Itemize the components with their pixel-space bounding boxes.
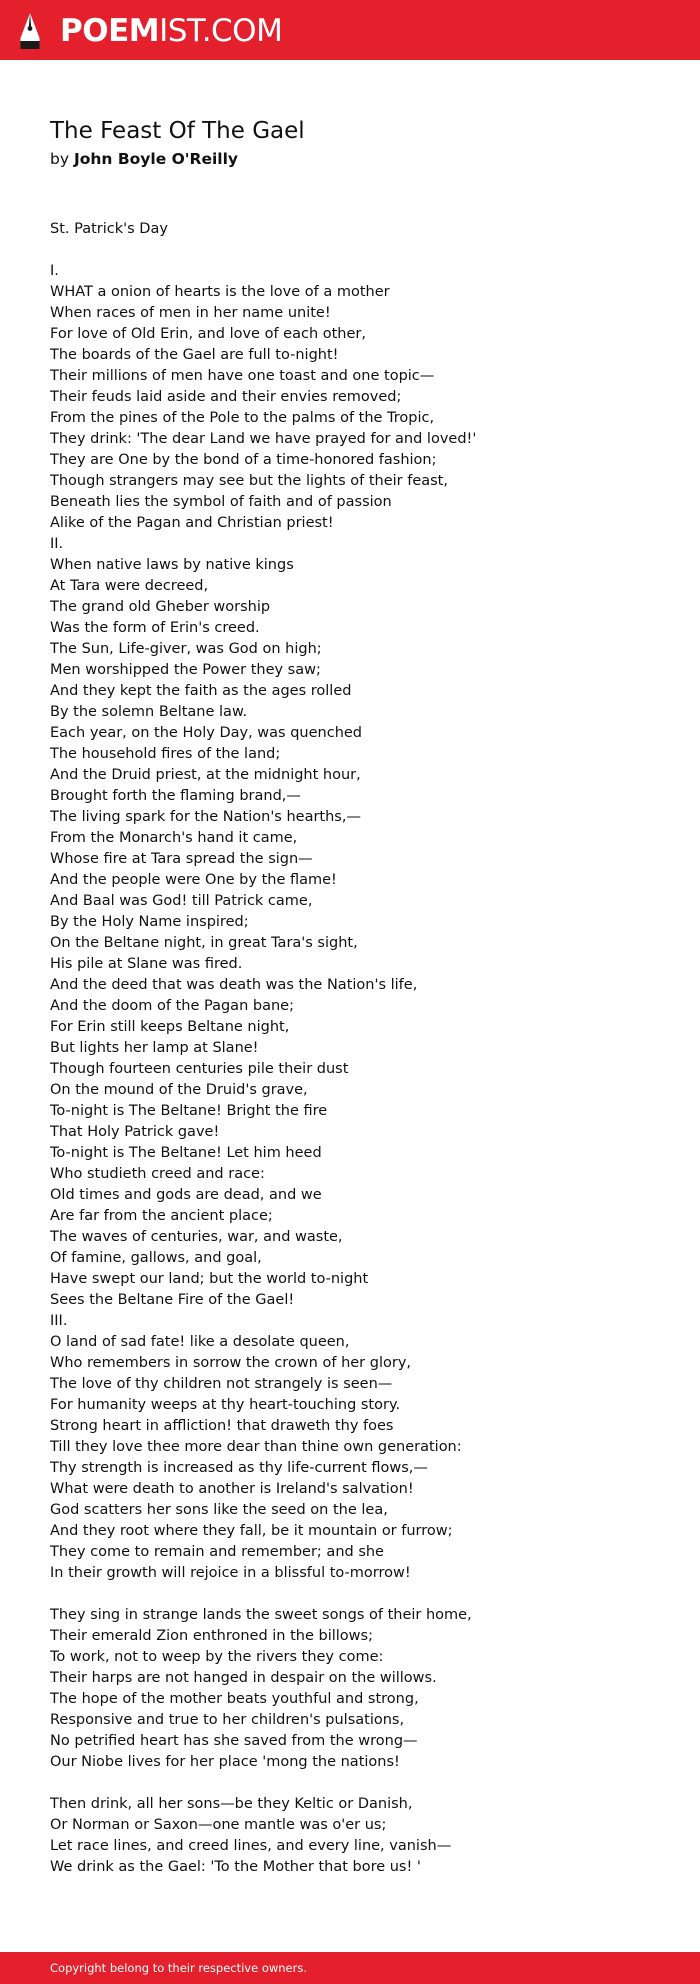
- poem-line: They are One by the bond of a time-honored fashion;: [50, 452, 437, 468]
- poem-title: The Feast Of The Gael: [50, 118, 305, 144]
- poem-line: St. Patrick's Day: [50, 221, 168, 237]
- poem-line: Though strangers may see but the lights of their feast,: [50, 473, 448, 489]
- poem-line: I.: [50, 263, 59, 279]
- copyright-text: Copyright belong to their respective owners.: [50, 1961, 308, 1975]
- by-label: by: [50, 150, 70, 168]
- poem-line: The waves of centuries, war, and waste,: [50, 1229, 343, 1245]
- poem-line: And they root where they fall, be it mountain or furrow;: [50, 1523, 453, 1539]
- poem-line: Brought forth the flaming brand,—: [50, 788, 301, 804]
- site-logo-text: [60, 11, 282, 51]
- poem-line: Then drink, all her sons—be they Keltic or Danish,: [50, 1796, 413, 1812]
- poem-line: They sing in strange lands the sweet songs of their home,: [50, 1607, 472, 1623]
- poem-line: Till they love thee more dear than thine own generation:: [50, 1439, 462, 1455]
- poem-line: They come to remain and remember; and she: [50, 1544, 384, 1560]
- poem-line: When native laws by native kings: [50, 557, 294, 573]
- poem-line: Old times and gods are dead, and we: [50, 1187, 322, 1203]
- poem-line: In their growth will rejoice in a blissful to-morrow!: [50, 1565, 411, 1581]
- poem-line: And the doom of the Pagan bane;: [50, 998, 294, 1014]
- poem-line: And Baal was God! till Patrick came,: [50, 893, 313, 909]
- poem-line: For Erin still keeps Beltane night,: [50, 1019, 290, 1035]
- poem-line: On the mound of the Druid's grave,: [50, 1082, 308, 1098]
- poem-line: God scatters her sons like the seed on the lea,: [50, 1502, 388, 1518]
- poem-line: That Holy Patrick gave!: [50, 1124, 220, 1140]
- poem-line: Their millions of men have one toast and one topic—: [50, 368, 435, 384]
- poem-line: His pile at Slane was fired.: [50, 956, 243, 972]
- poem-line: II.: [50, 536, 64, 552]
- poem-line: At Tara were decreed,: [50, 578, 209, 594]
- poem-line: For love of Old Erin, and love of each other,: [50, 326, 366, 342]
- poem-line: To-night is The Beltane! Bright the fire: [50, 1103, 328, 1119]
- poem-line: The Sun, Life-giver, was God on high;: [50, 641, 322, 657]
- poem-line: And the deed that was death was the Nation's life,: [50, 977, 418, 993]
- poem-line: By the Holy Name inspired;: [50, 914, 249, 930]
- poem-line: What were death to another is Ireland's salvation!: [50, 1481, 414, 1497]
- poem-line: From the pines of the Pole to the palms of the Tropic,: [50, 410, 435, 426]
- poem-line: Their emerald Zion enthroned in the billows;: [50, 1628, 373, 1644]
- poem-line: The living spark for the Nation's hearths,—: [50, 809, 361, 825]
- poem-line: Responsive and true to her children's pulsations,: [50, 1712, 405, 1728]
- poem-line: Was the form of Erin's creed.: [50, 620, 260, 636]
- poem-line: They drink: 'The dear Land we have prayed for and loved!': [50, 431, 477, 447]
- poem-line: To work, not to weep by the rivers they come:: [50, 1649, 384, 1665]
- site-logo-link[interactable]: [18, 11, 282, 51]
- poem-line: Who studieth creed and race:: [50, 1166, 265, 1182]
- poem-line: Let race lines, and creed lines, and every line, vanish—: [50, 1838, 452, 1854]
- poem-body: [50, 219, 670, 1878]
- poem-line: And they kept the faith as the ages rolled: [50, 683, 352, 699]
- byline: [50, 148, 650, 170]
- poem-line: Or Norman or Saxon—one mantle was o'er us;: [50, 1817, 387, 1833]
- stanza-break: [50, 1773, 670, 1794]
- site-header: [0, 0, 700, 60]
- poem-line: When races of men in her name unite!: [50, 305, 331, 321]
- poem-line: Of famine, gallows, and goal,: [50, 1250, 262, 1266]
- poem-line: Are far from the ancient place;: [50, 1208, 273, 1224]
- poem-line: But lights her lamp at Slane!: [50, 1040, 259, 1056]
- site-footer: [0, 1952, 700, 1984]
- poem-line: Men worshipped the Power they saw;: [50, 662, 321, 678]
- poem-line: The love of thy children not strangely is seen—: [50, 1376, 393, 1392]
- poem-line: Who remembers in sorrow the crown of her glory,: [50, 1355, 412, 1371]
- poem-line: III.: [50, 1313, 68, 1329]
- poem-line: The boards of the Gael are full to-night!: [50, 347, 339, 363]
- poem-line: WHAT a onion of hearts is the love of a mother: [50, 284, 390, 300]
- poem-line: Have swept our land; but the world to-night: [50, 1271, 369, 1287]
- poem-line: Alike of the Pagan and Christian priest!: [50, 515, 334, 531]
- poem-line: No petrified heart has she saved from the wrong—: [50, 1733, 418, 1749]
- poem-line: The grand old Gheber worship: [50, 599, 271, 615]
- poem-line: By the solemn Beltane law.: [50, 704, 248, 720]
- poem-line: For humanity weeps at thy heart-touching story.: [50, 1397, 401, 1413]
- logo-bold-text: POEM: [60, 13, 160, 49]
- poem-line: Thy strength is increased as thy life-current flows,—: [50, 1460, 428, 1476]
- poem-line: Beneath lies the symbol of faith and of passion: [50, 494, 392, 510]
- poem-line: Though fourteen centuries pile their dust: [50, 1061, 349, 1077]
- poem-line: Strong heart in affliction! that draweth thy foes: [50, 1418, 394, 1434]
- poem-line: Sees the Beltane Fire of the Gael!: [50, 1292, 295, 1308]
- poem-line: On the Beltane night, in great Tara's sight,: [50, 935, 358, 951]
- poem-line: Their feuds laid aside and their envies removed;: [50, 389, 402, 405]
- poem-line: The household fires of the land;: [50, 746, 281, 762]
- poem-line: Our Niobe lives for her place 'mong the nations!: [50, 1754, 400, 1770]
- author-name: John Boyle O'Reilly: [73, 150, 239, 168]
- poem-line: From the Monarch's hand it came,: [50, 830, 298, 846]
- poem-line: Whose fire at Tara spread the sign—: [50, 851, 313, 867]
- poem-line: To-night is The Beltane! Let him heed: [50, 1145, 322, 1161]
- poem-line: Each year, on the Holy Day, was quenched: [50, 725, 363, 741]
- poem-line: Their harps are not hanged in despair on the willows.: [50, 1670, 437, 1686]
- poem-line: And the Druid priest, at the midnight hour,: [50, 767, 361, 783]
- poem-line: The hope of the mother beats youthful and strong,: [50, 1691, 419, 1707]
- logo-light-text: IST.COM: [159, 13, 283, 49]
- poem-line: And the people were One by the flame!: [50, 872, 337, 888]
- poem-line: O land of sad fate! like a desolate queen,: [50, 1334, 350, 1350]
- stanza-break: [50, 240, 670, 261]
- poem-header: [50, 116, 650, 170]
- pen-nib-icon: [18, 11, 42, 51]
- poem-line: We drink as the Gael: 'To the Mother that bore us! ': [50, 1859, 421, 1875]
- stanza-break: [50, 1584, 670, 1605]
